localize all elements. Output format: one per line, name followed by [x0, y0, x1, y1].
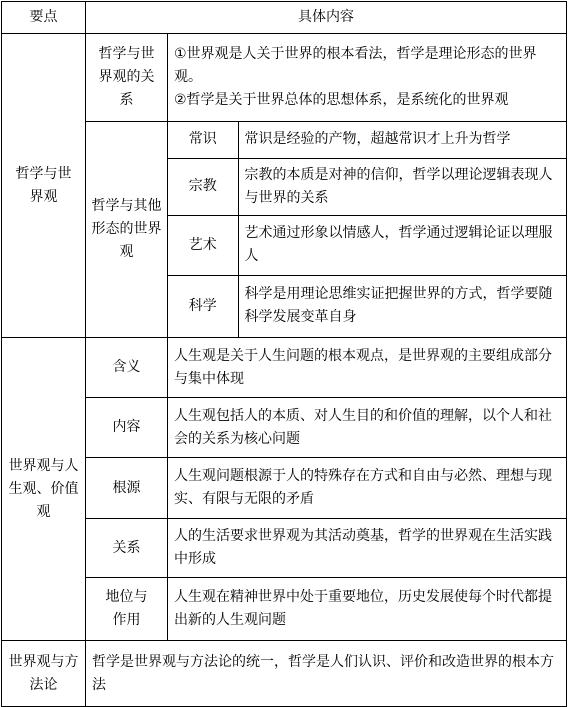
worldview-method-label-cell: [2, 641, 86, 707]
other-form-text: 艺术通过形象以情感人，哲学通过逻辑论证以理服人: [238, 215, 566, 275]
other-form-row: [168, 275, 566, 337]
other-form-name: 科学: [168, 275, 238, 337]
other-form-row: [168, 122, 566, 158]
worldview-life-item-name: 根源: [86, 458, 168, 519]
worldview-life-item-name: 内容: [86, 398, 168, 458]
other-form-text: 常识是经验的产物，超越常识才上升为哲学: [238, 122, 566, 158]
header-key-point: 要点: [2, 2, 86, 34]
philosophy-worldview-text: 哲学与世界观: [15, 165, 72, 205]
worldview-life-label-cell: [2, 338, 86, 641]
worldview-life-item-name: 关系: [86, 519, 168, 578]
other-form-row: [168, 215, 566, 275]
other-form-name: 常识: [168, 122, 238, 158]
worldview-life-row: [2, 519, 567, 578]
other-form-text: 科学是用理论思维实证把握世界的方式，哲学要随科学发展变革自身: [238, 275, 566, 337]
worldview-life-item-name-cell: [86, 578, 168, 641]
worldview-life-row: [2, 458, 567, 519]
relation-line-1: ①世界观是人关于世界的根本看法，哲学是理论形态的世界观。: [174, 46, 537, 85]
relation-label: 哲学与世界观的关系: [98, 46, 155, 108]
other-forms-row: [2, 122, 567, 338]
header-row: [2, 2, 567, 34]
relation-line-2: ②哲学是关于世界总体的思想体系，是系统化的世界观: [174, 92, 509, 108]
worldview-method-text: 哲学是世界观与方法论的统一，哲学是人们认识、评价和改造世界的根本方法: [86, 641, 567, 707]
worldview-life-item-text: 人生观问题根源于人的特殊存在方式和自由与必然、理想与现实、有限与无限的矛盾: [168, 458, 567, 519]
worldview-life-item-text: 人的生活要求世界观为其活动奠基，哲学的世界观在生活实践中形成: [168, 519, 567, 578]
worldview-method-row: [2, 641, 567, 707]
worldview-life-item-name: 含义: [86, 338, 168, 398]
worldview-life-item-text: 人生观是关于人生问题的根本观点，是世界观的主要组成部分与集中体现: [168, 338, 567, 398]
worldview-method-label: 世界观与方法论: [8, 653, 79, 693]
other-forms-label-cell: [86, 122, 168, 338]
other-form-text: 宗教的本质是对神的信仰，哲学以理论逻辑表现人与世界的关系: [238, 158, 566, 215]
worldview-life-item-text: 人生观在精神世界中处于重要地位，历史发展使每个时代都提出新的人生观问题: [168, 578, 567, 641]
header-content: 具体内容: [86, 2, 567, 34]
relation-row: [2, 34, 567, 122]
worldview-life-row: [2, 578, 567, 641]
worldview-life-label: 世界观与人生观、价值观: [8, 457, 79, 520]
other-form-name: 宗教: [168, 158, 238, 215]
worldview-life-item-name: 地位与作用: [105, 589, 148, 628]
worldview-life-item-text: 人生观包括人的本质、对人生目的和价值的理解，以个人和社会的关系为核心问题: [168, 398, 567, 458]
worldview-life-row: [2, 338, 567, 398]
worldview-life-row: [2, 398, 567, 458]
other-form-name: 艺术: [168, 215, 238, 275]
other-forms-label: 哲学与其他形态的世界观: [91, 198, 162, 260]
other-form-row: [168, 158, 566, 215]
relation-content: [168, 34, 567, 122]
philosophy-worldview-label: [2, 34, 86, 338]
relation-label-cell: [86, 34, 168, 122]
other-forms-subtable: [168, 122, 566, 337]
summary-table: [1, 1, 567, 707]
other-forms-subtable-cell: [168, 122, 567, 338]
